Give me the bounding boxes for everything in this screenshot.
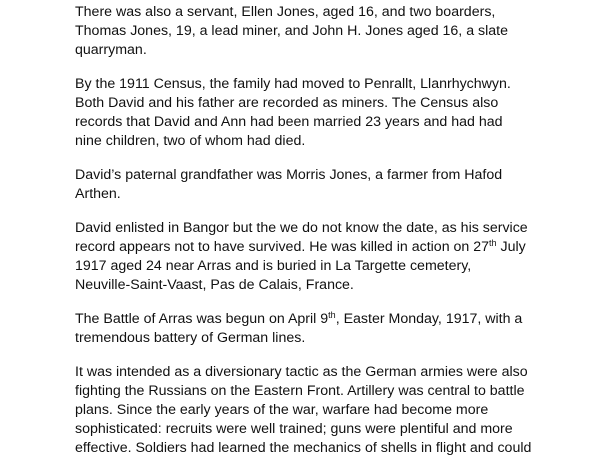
text-line xyxy=(75,420,595,439)
text-segment: sophisticated: recruits were well trained; guns were plentiful and more xyxy=(75,421,513,437)
paragraph-3 xyxy=(75,166,595,204)
text-segment: quarryman. xyxy=(75,42,147,58)
text-segment: 1917 aged 24 near Arras and is buried in La Targette cemetery, xyxy=(75,258,472,274)
ordinal-suffix: th xyxy=(489,238,497,248)
text-line xyxy=(75,439,595,458)
text-line xyxy=(75,276,595,295)
text-segment: Arthen. xyxy=(75,186,121,202)
text-line xyxy=(75,3,595,22)
text-line xyxy=(75,238,595,257)
ordinal-suffix: th xyxy=(328,310,336,320)
text-segment: Both David and his father are recorded as miners. The Census also xyxy=(75,95,499,111)
text-segment: Neuville-Saint-Vaast, Pas de Calais, France. xyxy=(75,277,354,293)
text-segment: records that David and Ann had been married 23 years and had had xyxy=(75,114,503,130)
text-segment: It was intended as a diversionary tactic as the German armies were also xyxy=(75,364,528,380)
text-line xyxy=(75,113,595,132)
paragraph-5 xyxy=(75,310,595,348)
text-line xyxy=(75,401,595,420)
text-line xyxy=(75,382,595,401)
text-segment: fighting the Russians on the Eastern Front. Artillery was central to battle xyxy=(75,383,525,399)
text-line xyxy=(75,185,595,204)
text-line xyxy=(75,41,595,60)
text-segment: plans. Since the early years of the war, warfare had become more xyxy=(75,402,489,418)
text-segment: record appears not to have survived. He was killed in action on 27 xyxy=(75,239,490,255)
text-segment: nine children, two of whom had died. xyxy=(75,133,306,149)
text-line xyxy=(75,75,595,94)
text-line xyxy=(75,257,595,276)
text-line xyxy=(75,363,595,382)
paragraph-6 xyxy=(75,363,595,458)
text-line xyxy=(75,329,595,348)
text-segment: tremendous battery of German lines. xyxy=(75,330,306,346)
paragraph-4 xyxy=(75,219,595,295)
text-segment: Thomas Jones, 19, a lead miner, and John H. Jones aged 16, a slate xyxy=(75,23,508,39)
text-line xyxy=(75,132,595,151)
text-line xyxy=(75,94,595,113)
text-line xyxy=(75,22,595,41)
text-segment: David’s paternal grandfather was Morris Jones, a farmer from Hafod xyxy=(75,167,503,183)
text-line xyxy=(75,166,595,185)
text-line xyxy=(75,219,595,238)
text-segment: July xyxy=(496,239,526,255)
text-segment xyxy=(75,0,544,1)
text-segment: By the 1911 Census, the family had moved to Penrallt, Llanrhychwyn. xyxy=(75,76,511,92)
text-segment: There was also a servant, Ellen Jones, aged 16, and two boarders, xyxy=(75,4,496,20)
text-segment: effective. Soldiers had learned the mechanics of shells in flight and could xyxy=(75,440,532,456)
text-segment: The Battle of Arras was begun on April 9 xyxy=(75,311,329,327)
text-segment: , Easter Monday, 1917, with a xyxy=(335,311,523,327)
document-body xyxy=(75,0,595,473)
text-line xyxy=(75,310,595,329)
paragraph-1 xyxy=(75,0,595,60)
text-segment: David enlisted in Bangor but the we do not know the date, as his service xyxy=(75,220,528,236)
paragraph-2 xyxy=(75,75,595,151)
